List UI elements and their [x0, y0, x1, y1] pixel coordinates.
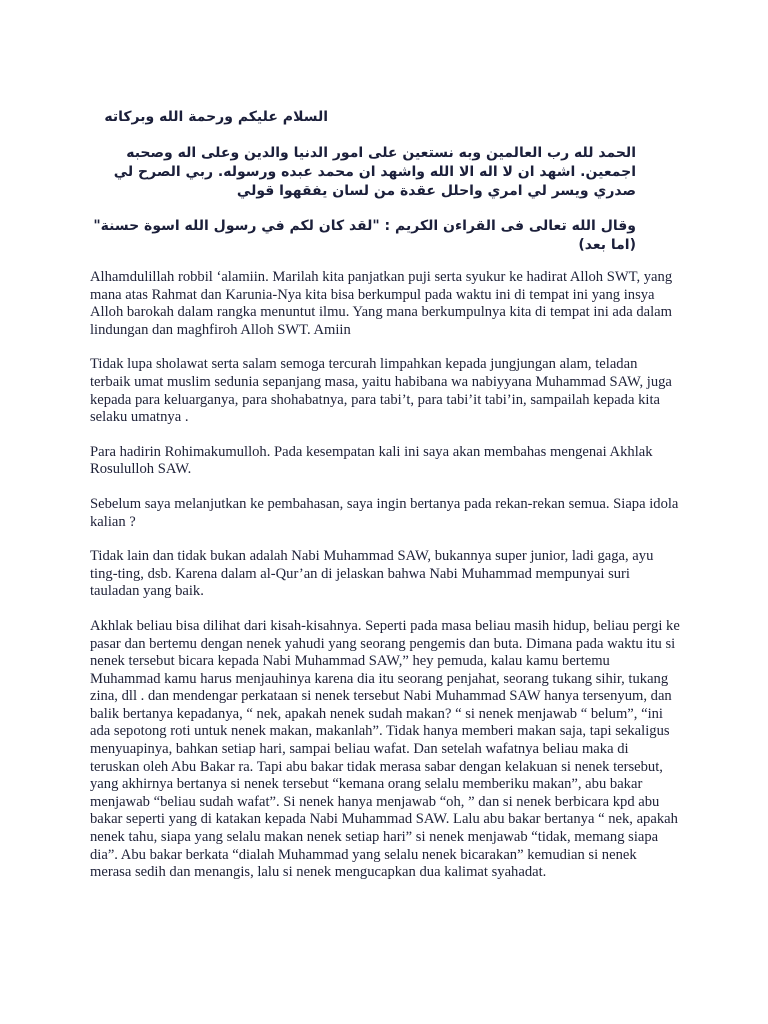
paragraph-topic: Para hadirin Rohimakumulloh. Pada kesempatan kali ini saya akan membahas mengenai Akhlak Rosululloh SAW.	[90, 443, 653, 478]
paragraph-story: Akhlak beliau bisa dilihat dari kisah-kisahnya. Seperti pada masa beliau masih hidup, beliau pergi ke pasar dan bertemu dengan nenek yahudi yang seorang pengemis dan buta. Dimana pada waktu itu si nenek tersebut bicara kepada Nabi Muhammad SAW,” hey pemuda, kalau kamu bertemu Muhammad kamu harus menjauhinya karena dia itu seorang penjahat, seorang tukang sihir, tukang zina, dll . dan mendengar perkataan si nenek tersebut Nabi Muhammad SAW hanya tersenyum, dan balik bertanya kepadanya, “ nek, apakah nenek sudah makan? “ si nenek menjawab “ belum”, “ini ada sepotong roti untuk nenek makan, makanlah”. Tidak hanya memberi makan saja, tapi sekaligus menyuapinya, bahkan setiap hari, sampai beliau wafat. Dan setelah wafatnya beliau maka di teruskan oleh Abu Bakar ra. Tapi abu bakar tidak merasa sabar dengan kelakuan si nenek tersebut, yang akhirnya bertanya si nenek tersebut “kemana orang selalu memberiku makan”, abu bakar menjawab “beliau sudah wafat”. Si nenek hanya menjawab “oh, ” dan si nenek berbicara kpd abu bakar seperti yang di katakan kepada Nabi Muhammad SAW. Lalu abu bakar bertanya “ nek, apakah nenek tahu, siapa yang selalu makan nenek setiap hari” si nenek menjawab “tidak, memang siapa dia”. Abu bakar berkata “dialah Muhammad yang selalu nenek bicarakan” kemudian si nenek merasa sedih dan menangis, lalu si nenek mengucapkan dua kalimat syahadat.	[90, 617, 680, 881]
paragraph-opening: Alhamdulillah robbil ‘alamiin. Marilah kita panjatkan puji serta syukur ke hadirat Alloh SWT, yang mana atas Rahmat dan Karunia-Nya kita bisa berkumpul pada waktu ini di tempat ini yang insya Alloh barokah dalam rangka menuntut ilmu. Yang mana berkumpulnya kita di tempat ini ada dalam lindungan dan maghfiroh Alloh SWT. Amiin	[90, 269, 673, 338]
arabic-quran-quote: وقال الله تعالى فى القراءن الكريم : "لقد كان لكم في رسول الله اسوة حسنة" (اما بعد)	[93, 218, 636, 253]
paragraph-answer: Tidak lain dan tidak bukan adalah Nabi Muhammad SAW, bukannya super junior, ladi gaga, ayu ting-ting, dsb. Karena dalam al-Qur’an di jelaskan bahwa Nabi Muhammad mempunyai suri tauladan yang baik.	[90, 548, 654, 600]
paragraph-question: Sebelum saya melanjutkan ke pembahasan, saya ingin bertanya pada rekan-rekan semua. Siapa idola kalian ?	[90, 495, 679, 530]
document-body	[90, 108, 680, 899]
paragraph-sholawat: Tidak lupa sholawat serta salam semoga tercurah limpahkan kepada jungjungan alam, teladan terbaik umat muslim sedunia sepanjang masa, yaitu habibana wa nabiyyana Muhammad SAW, juga kepada para keluarganya, para shohabatnya, para tabi’t, para tabi’it tabi’in, sampailah kepada kita selaku umatnya .	[90, 356, 672, 426]
arabic-opening-praise: الحمد لله رب العالمين وبه نستعين على امور الدنيا والدين وعلى اله وصحبه اجمعين. اشهد ان لا اله الا الله واشهد ان محمد عبده ورسوله. ربي الصرح لي صدري ويسر لي امري واحلل عقدة من لسان يفقهوا قولي	[113, 145, 636, 199]
arabic-greeting: السلام عليكم ورحمة الله وبركاته	[104, 109, 328, 125]
